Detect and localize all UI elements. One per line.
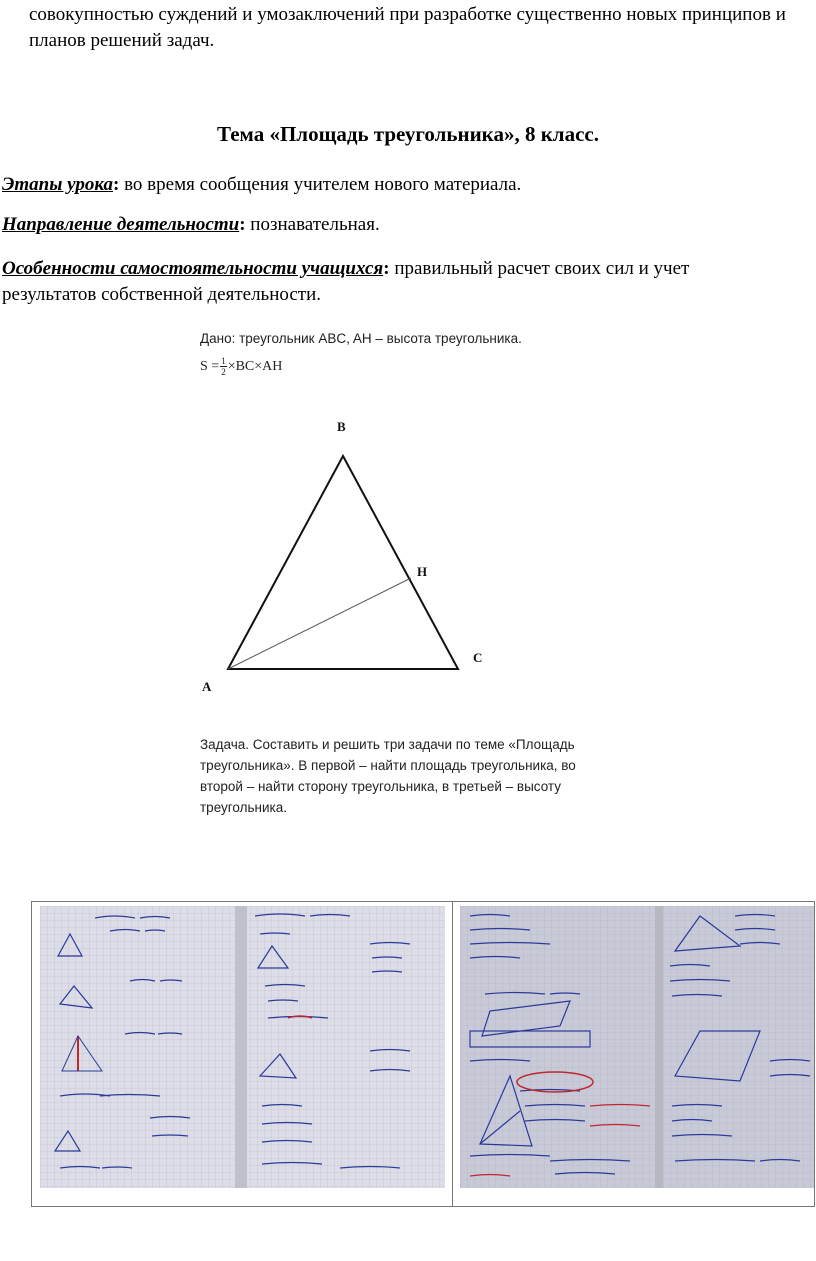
photo-divider <box>452 901 453 1207</box>
fraction-one-half: $\frac{1}{2}$ <box>221 356 226 377</box>
notebook-photo-right <box>460 906 814 1188</box>
row-label: Этапы урока <box>2 174 113 195</box>
row-value: во время сообщения учителем нового материала. <box>119 174 522 195</box>
page-title: Тема «Площадь треугольника», 8 класс. <box>217 122 599 146</box>
triangle-abc <box>228 456 458 669</box>
notebook-photo-left <box>40 906 445 1188</box>
intro-paragraph: совокупностью суждений и умозаключений при разработке существенно новых принципов и планов решений задач. <box>29 4 786 51</box>
vertex-label-b: B <box>337 419 346 434</box>
vertex-label-a: A <box>202 679 212 694</box>
row-independence-features: Особенности самостоятельности учащихся: правильный расчет своих сил и учет результатов собственной деятельности. <box>2 258 690 305</box>
vertex-label-h: H <box>417 564 428 579</box>
given-text: Дано: треугольник ABC, AH – высота треугольника. <box>200 331 522 346</box>
notebook-photo-left-image <box>40 906 445 1188</box>
altitude-ah <box>228 578 411 669</box>
area-formula: S = $\frac{1}{2}$ ×BC×AH <box>200 356 283 377</box>
vertex-label-c: C <box>473 650 483 665</box>
row-label: Направление деятельности <box>2 214 240 235</box>
row-label: Особенности самостоятельности учащихся <box>2 258 384 279</box>
row-value: правильный расчет своих сил и учет результатов собственной деятельности. <box>2 258 690 305</box>
row-value: познавательная. <box>245 214 380 235</box>
row-activity-direction: Направление деятельности: познавательная. <box>2 214 380 235</box>
task-text: Задача. Составить и решить три задачи по теме «Площадь треугольника». В первой – найти площадь треугольника, во второй – найти сторону треугольника, в третьей – высоту треугольника. <box>200 737 576 815</box>
row-lesson-stages: Этапы урока: во время сообщения учителем нового материала. <box>2 174 522 195</box>
notebook-photo-right-image <box>460 906 814 1188</box>
